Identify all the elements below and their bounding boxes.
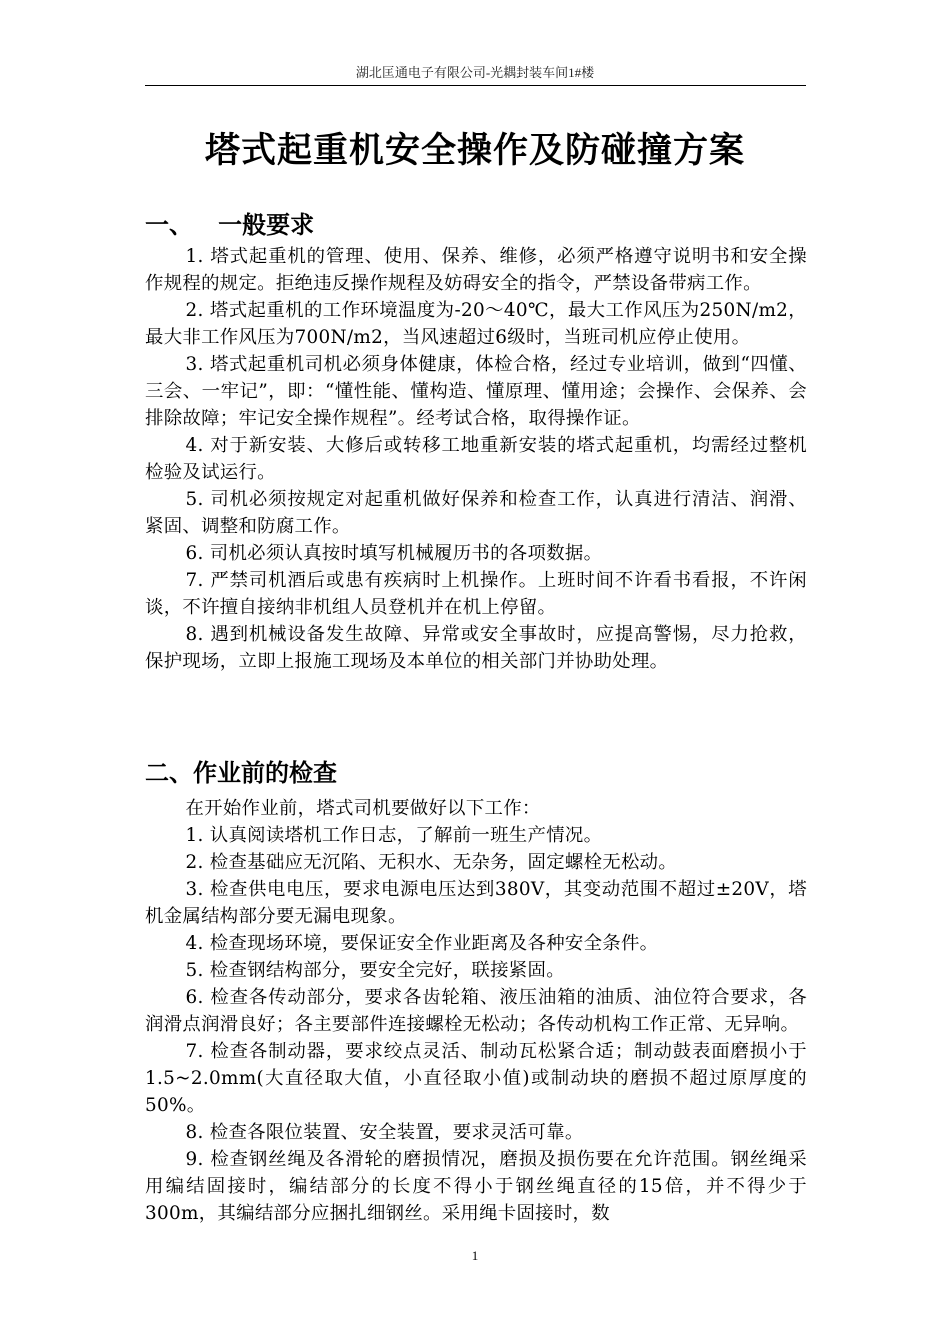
paragraph: 6. 司机必须认真按时填写机械履历书的各项数据。 xyxy=(185,543,603,564)
page-number: 1 xyxy=(471,1248,479,1263)
paragraph: 5. 司机必须按规定对起重机做好保养和检查工作，认真进行清洁、润滑、紧固、调整和防腐工作。 xyxy=(145,489,807,537)
running-header: 湖北匡通电子有限公司-光耦封装车间1#楼 xyxy=(355,65,595,80)
paragraph: 8. 遇到机械设备发生故障、异常或安全事故时，应提高警惕，尽力抢救，保护现场，立即上报施工现场及本单位的相关部门并协助处理。 xyxy=(145,624,807,672)
paragraph: 5. 检查钢结构部分，要安全完好，联接紧固。 xyxy=(185,960,565,981)
paragraph: 1. 认真阅读塔机工作日志，了解前一班生产情况。 xyxy=(185,825,603,846)
header-rule xyxy=(145,85,806,86)
section-heading-general-requirements: 一、 一般要求 xyxy=(145,211,315,239)
document-title: 塔式起重机安全操作及防碰撞方案 xyxy=(204,131,745,171)
paragraph: 2. 检查基础应无沉陷、无积水、无杂务，固定螺栓无松动。 xyxy=(185,852,678,873)
section-body-pre-operation-checks xyxy=(145,795,807,1227)
paragraph: 8. 检查各限位装置、安全装置，要求灵活可靠。 xyxy=(185,1122,584,1143)
paragraph: 7. 检查各制动器，要求绞点灵活、制动瓦松紧合适；制动鼓表面磨损小于1.5~2.0mm(大直径取大值，小直径取小值)或制动块的磨损不超过原厚度的50%。 xyxy=(145,1041,807,1116)
paragraph: 1. 塔式起重机的管理、使用、保养、维修，必须严格遵守说明书和安全操作规程的规定。拒绝违反操作规程及妨碍安全的指令，严禁设备带病工作。 xyxy=(145,246,807,294)
paragraph: 4. 对于新安装、大修后或转移工地重新安装的塔式起重机，均需经过整机检验及试运行。 xyxy=(145,435,807,483)
paragraph: 在开始作业前，塔式司机要做好以下工作： xyxy=(185,798,541,819)
section-heading-pre-operation-checks: 二、作业前的检查 xyxy=(145,759,337,787)
section-body-general-requirements xyxy=(145,243,807,675)
paragraph: 6. 检查各传动部分，要求各齿轮箱、液压油箱的油质、油位符合要求，各润滑点润滑良好；各主要部件连接螺栓无松动；各传动机构工作正常、无异响。 xyxy=(145,987,807,1035)
paragraph: 2. 塔式起重机的工作环境温度为-20～40℃，最大工作风压为250N/m2，最大非工作风压为700N/m2，当风速超过6级时，当班司机应停止使用。 xyxy=(145,300,807,348)
paragraph: 7. 严禁司机酒后或患有疾病时上机操作。上班时间不许看书看报，不许闲谈，不许擅自接纳非机组人员登机并在机上停留。 xyxy=(145,570,807,618)
paragraph: 4. 检查现场环境，要保证安全作业距离及各种安全条件。 xyxy=(185,933,659,954)
paragraph: 9. 检查钢丝绳及各滑轮的磨损情况，磨损及损伤要在允许范围。钢丝绳采用编结固接时，编结部分的长度不得小于钢丝绳直径的15倍，并不得少于300m，其编结部分应捆扎细钢丝。采用绳卡固接时，数 xyxy=(145,1149,807,1224)
paragraph: 3. 塔式起重机司机必须身体健康，体检合格，经过专业培训，做到“四懂、三会、一牢记”，即：“懂性能、懂构造、懂原理、懂用途；会操作、会保养、会排除故障；牢记安全操作规程”。经考试合格，取得操作证。 xyxy=(145,354,807,429)
paragraph: 3. 检查供电电压，要求电源电压达到380V，其变动范围不超过±20V，塔机金属结构部分要无漏电现象。 xyxy=(145,879,807,927)
